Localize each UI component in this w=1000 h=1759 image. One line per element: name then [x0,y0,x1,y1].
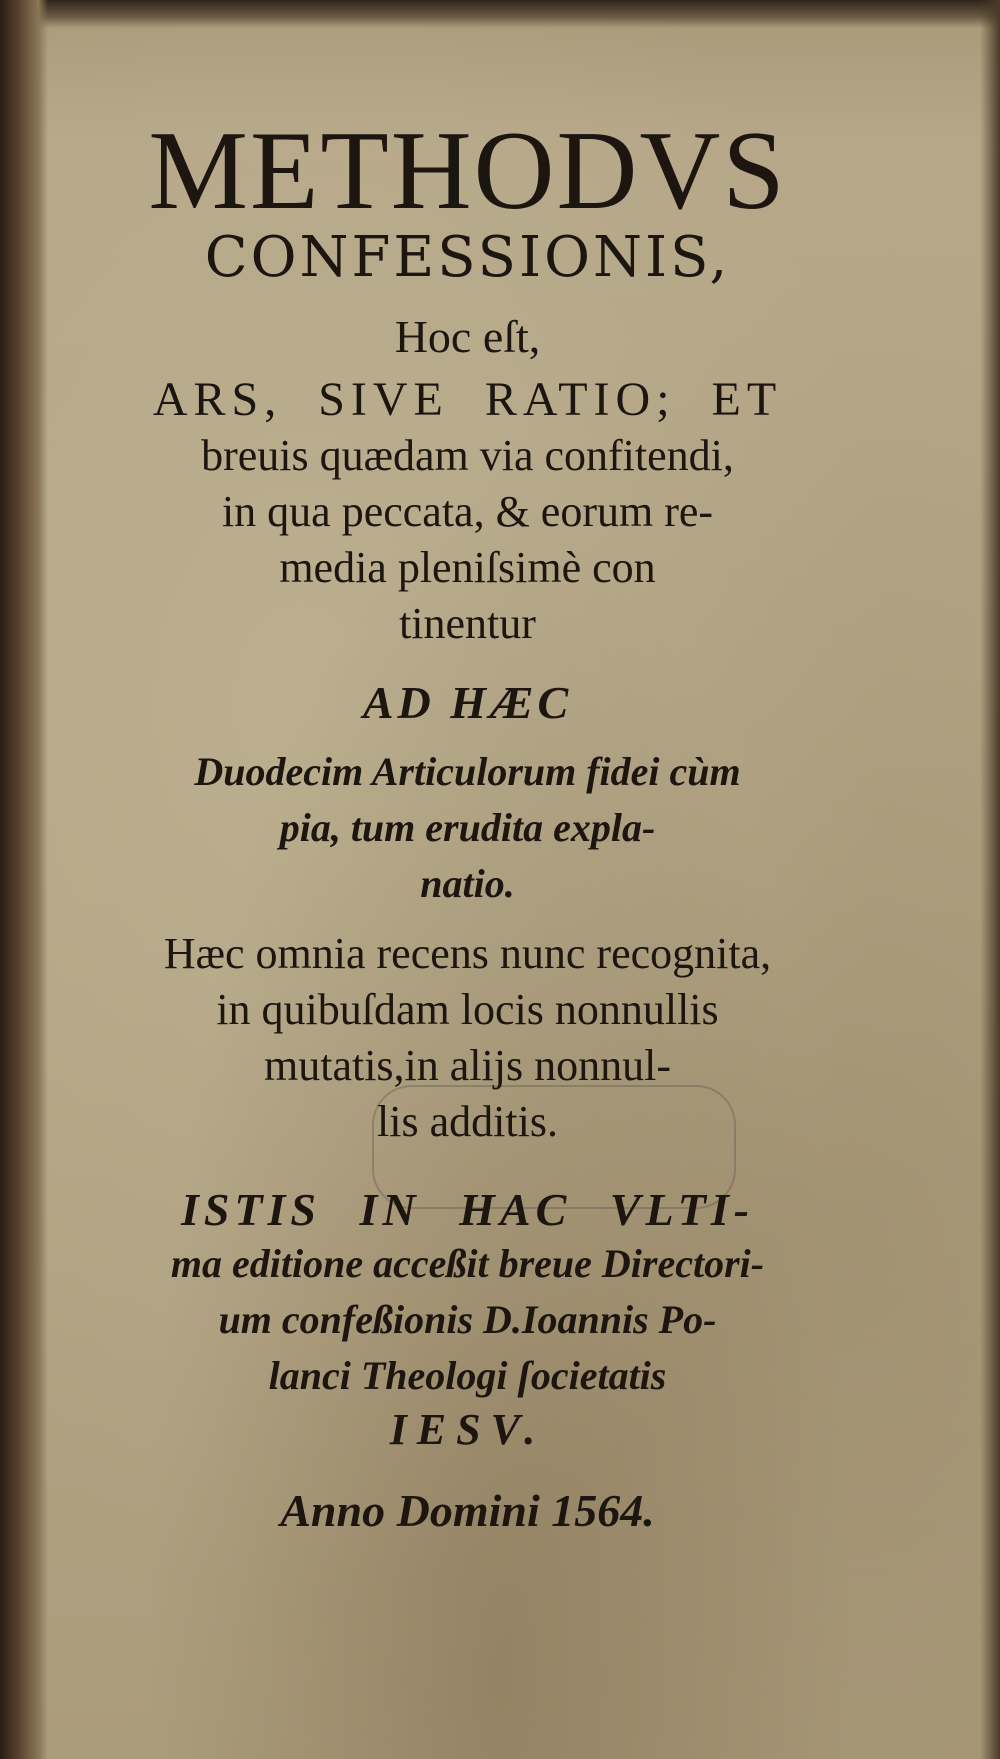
subtitle: CONFESSIONIS, [204,225,731,290]
desc-line: breuis quædam via confitendi, [201,431,734,480]
recognita-line: Hæc omnia recens nunc recognita, [163,929,772,978]
recognita-line: lis additis. [377,1097,558,1146]
articles-line: Duodecim Articulorum fidei cùm [194,749,741,794]
ars-line: ARS, SIVE RATIO; ET [152,373,783,426]
articles-line: natio. [420,861,515,906]
directorium-line: um confeßionis D.Ioannis Po- [218,1297,717,1342]
hoc-est: Hoc eſt, [394,311,541,362]
istis-line: ISTIS IN HAC VLTI- [180,1184,755,1235]
ad-haec: AD HÆC [362,677,573,728]
articles-line: pia, tum erudita expla- [279,805,656,850]
desc-line: tinentur [399,599,536,648]
directorium-line: lanci Theologi ſocietatis [268,1353,667,1398]
imprint-date: Anno Domini 1564. [280,1485,655,1536]
desc-line: in qua peccata, & eorum re- [221,487,714,536]
binding-spine [0,0,48,1759]
top-edge [0,0,1000,28]
title: METHODVS [148,109,787,233]
right-edge [980,0,1000,1759]
directorium-line: ma editione acceßit breue Directori- [170,1241,765,1286]
directorium-line: IESV. [389,1405,546,1454]
recognita-line: in quibuſdam locis nonnullis [216,985,719,1034]
desc-line: media pleniſsimè con [279,543,656,592]
recognita-line: mutatis,in alijs nonnul- [264,1041,671,1090]
